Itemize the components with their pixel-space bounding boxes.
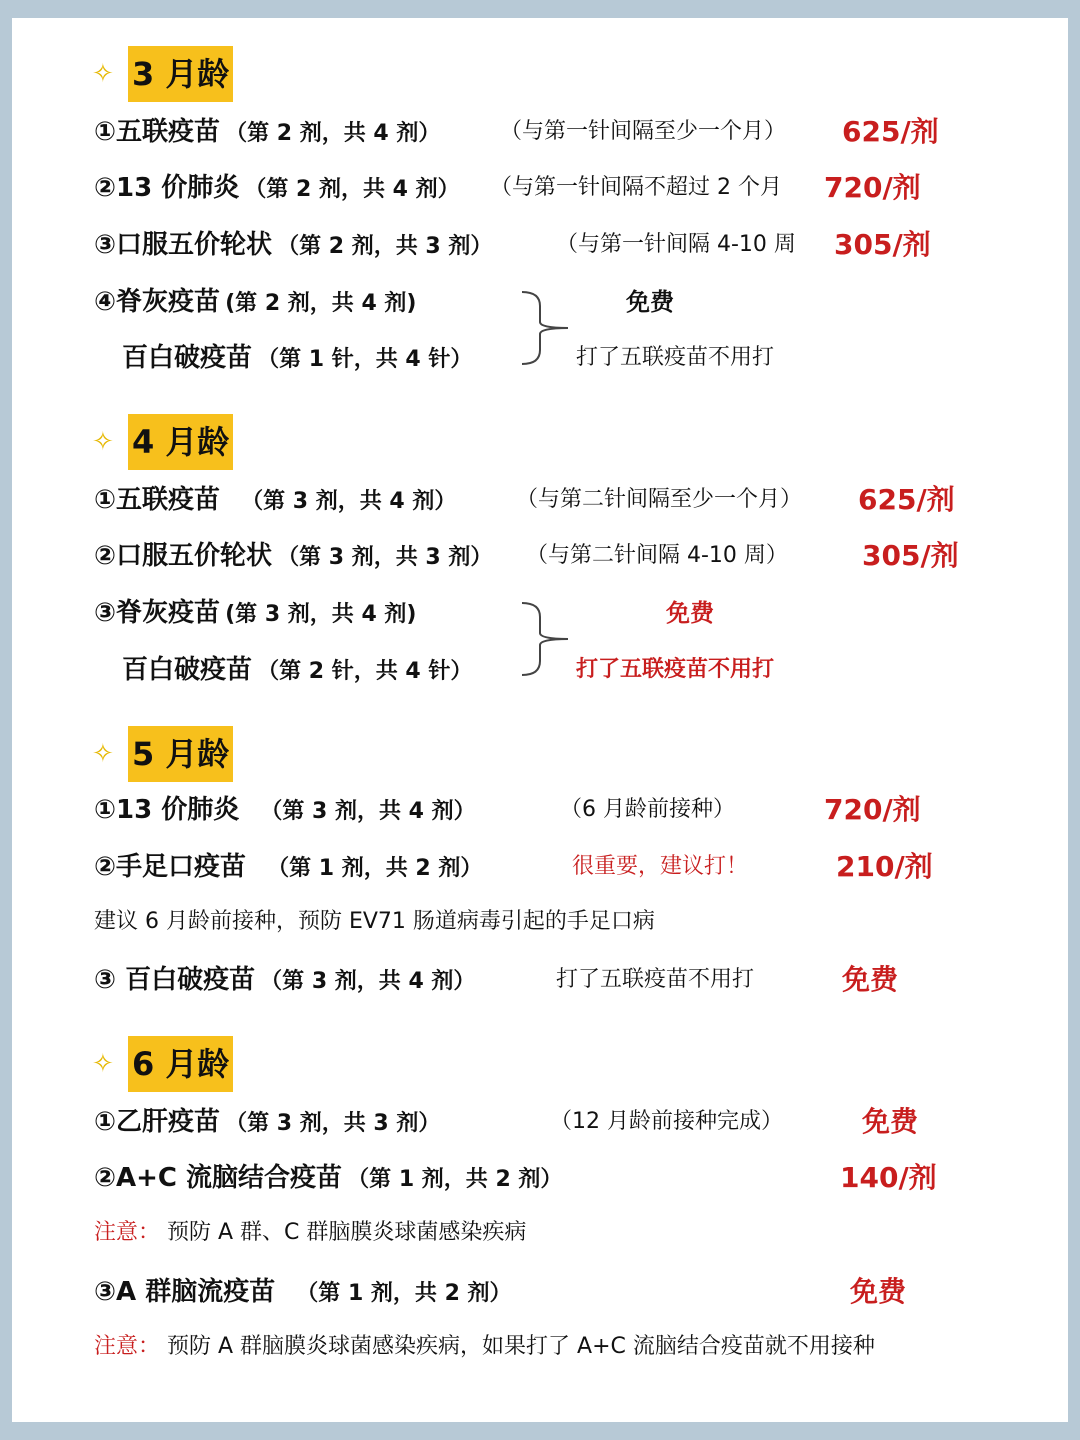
brace-top-label: 免费: [666, 599, 714, 627]
vaccine-row: ③口服五价轮状 （第 2 剂，共 3 剂）: [94, 230, 493, 260]
vaccine-row: 百白破疫苗 （第 2 针，共 4 针）: [122, 655, 473, 685]
vaccine-note: （与第一针间隔不超过 2 个月: [490, 175, 782, 200]
brace-bottom-label: 打了五联疫苗不用打: [576, 657, 775, 682]
vaccine-price: 720/剂: [824, 171, 921, 204]
bracket-icon: [520, 599, 570, 679]
brace-bottom-label: 打了五联疫苗不用打: [576, 345, 775, 370]
info-line: 建议 6 月龄前接种，预防 EV71 肠道病毒引起的手足口病: [94, 909, 655, 934]
sparkle-icon: ✧: [92, 427, 114, 457]
notice-line: 注意： 预防 A 群脑膜炎球菌感染疾病，如果打了 A+C 流脑结合疫苗就不用接种: [94, 1334, 875, 1359]
section-heading: 6 月龄: [128, 1036, 233, 1092]
vaccine-price: 210/剂: [836, 850, 933, 883]
notice-line: 注意： 预防 A 群、C 群脑膜炎球菌感染疾病: [94, 1220, 527, 1245]
vaccine-note: （与第二针间隔 4-10 周）: [526, 543, 788, 568]
vaccine-row: ①乙肝疫苗 （第 3 剂，共 3 剂）: [94, 1107, 441, 1137]
vaccine-row: ①13 价肺炎 （第 3 剂，共 4 剂）: [94, 795, 476, 825]
vaccine-note: 打了五联疫苗不用打: [556, 967, 755, 992]
vaccine-price: 305/剂: [834, 228, 931, 261]
vaccine-note: （6 月龄前接种）: [560, 797, 735, 822]
vaccine-note: （与第一针间隔至少一个月）: [500, 119, 787, 144]
vaccine-row: ①五联疫苗 （第 3 剂，共 4 剂）: [94, 485, 457, 515]
vaccine-price: 720/剂: [824, 793, 921, 826]
vaccine-price: 625/剂: [858, 483, 955, 516]
section-header-4m: [92, 414, 233, 470]
sparkle-icon: ✧: [92, 1049, 114, 1079]
section-header-3m: [92, 46, 233, 102]
section-header-6m: [92, 1036, 233, 1092]
section-heading: 5 月龄: [128, 726, 233, 782]
vaccine-row: ②手足口疫苗 （第 1 剂，共 2 剂）: [94, 852, 483, 882]
vaccine-price: 免费: [862, 1105, 919, 1138]
vaccine-price: 305/剂: [862, 539, 959, 572]
bracket-icon: [520, 288, 570, 368]
sparkle-icon: ✧: [92, 739, 114, 769]
vaccine-note: （与第一针间隔 4-10 周: [556, 232, 796, 257]
section-header-5m: [92, 726, 233, 782]
vaccine-row: ③ 百白破疫苗 （第 3 剂，共 4 剂）: [94, 965, 476, 995]
vaccine-row: 百白破疫苗 （第 1 针，共 4 针）: [122, 343, 473, 373]
section-heading: 3 月龄: [128, 46, 233, 102]
vaccine-row: ③脊灰疫苗 (第 3 剂，共 4 剂): [94, 598, 417, 628]
brace-top-label: 免费: [626, 288, 674, 316]
vaccine-row: ②口服五价轮状 （第 3 剂，共 3 剂）: [94, 541, 493, 571]
vaccine-row: ②13 价肺炎 （第 2 剂，共 4 剂）: [94, 173, 460, 203]
vaccine-price: 625/剂: [842, 115, 939, 148]
sparkle-icon: ✧: [92, 59, 114, 89]
vaccine-price: 免费: [842, 963, 899, 996]
vaccine-row: ④脊灰疫苗 (第 2 剂，共 4 剂): [94, 287, 417, 317]
vaccine-row: ①五联疫苗 （第 2 剂，共 4 剂）: [94, 117, 441, 147]
vaccine-note: （12 月龄前接种完成）: [550, 1109, 783, 1134]
section-heading: 4 月龄: [128, 414, 233, 470]
vaccine-price: 140/剂: [840, 1161, 937, 1194]
vaccine-note: 很重要，建议打！: [572, 854, 749, 879]
vaccine-price: 免费: [850, 1275, 907, 1308]
vaccine-note: （与第二针间隔至少一个月）: [516, 487, 803, 512]
vaccine-row: ③A 群脑流疫苗 （第 1 剂，共 2 剂）: [94, 1277, 512, 1307]
vaccine-row: ②A+C 流脑结合疫苗 （第 1 剂，共 2 剂）: [94, 1163, 563, 1193]
